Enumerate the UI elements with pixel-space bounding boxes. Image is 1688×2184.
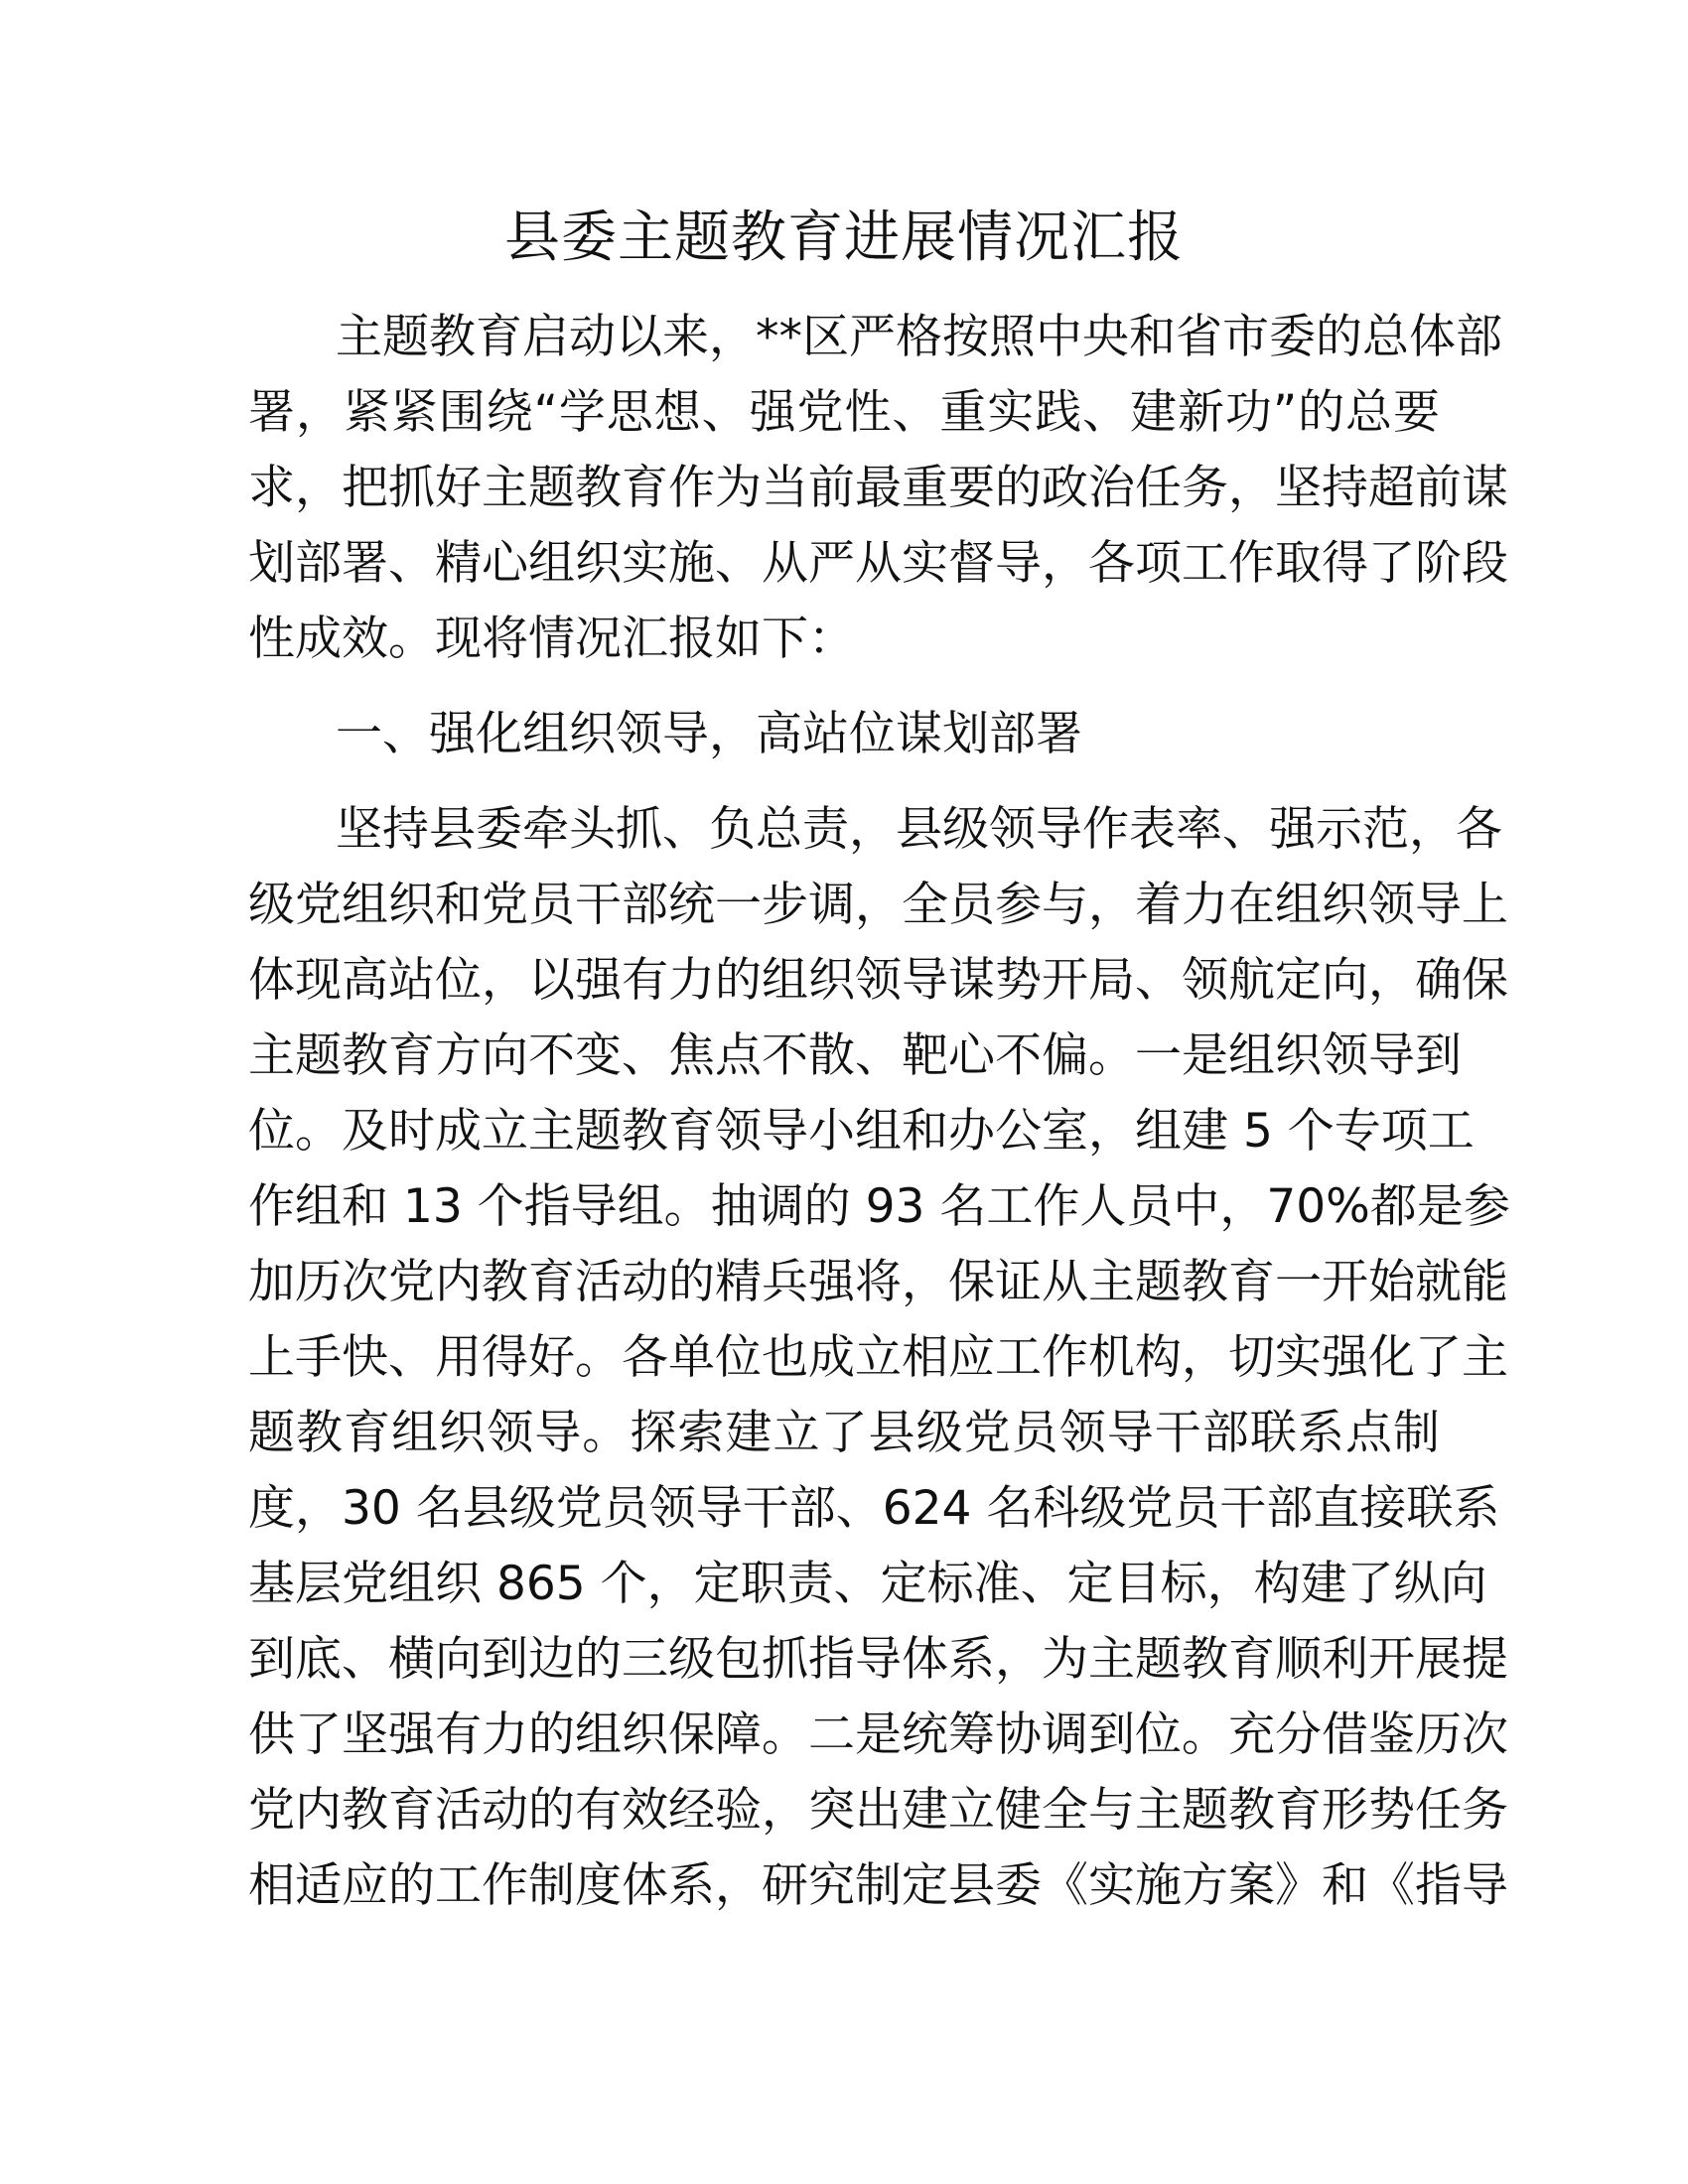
intro-line-3: 求，把抓好主题教育作为当前最重要的政治任务，坚持超前谋 bbox=[248, 461, 1508, 515]
intro-line-1: 主题教育启动以来，**区严格按照中央和省市委的总体部 bbox=[336, 310, 1502, 364]
document-title: 县委主题教育进展情况汇报 bbox=[504, 205, 1184, 270]
body-line-11: 基层党组织 865 个，定职责、定标准、定目标，构建了纵向 bbox=[248, 1557, 1487, 1611]
body-line-6: 作组和 13 个指导组。抽调的 93 名工作人员中，70%都是参 bbox=[248, 1179, 1510, 1234]
intro-line-4: 划部署、精心组织实施、从严从实督导，各项工作取得了阶段 bbox=[248, 536, 1508, 591]
intro-line-2: 署，紧紧围绕“学思想、强党性、重实践、建新功”的总要 bbox=[248, 385, 1440, 440]
body-line-4: 主题教育方向不变、焦点不散、靶心不偏。一是组织领导到 bbox=[248, 1028, 1462, 1083]
section-heading: 一、强化组织领导，高站位谋划部署 bbox=[336, 707, 1082, 761]
body-line-12: 到底、横向到边的三级包抓指导体系，为主题教育顺利开展提 bbox=[248, 1632, 1508, 1687]
body-line-13: 供了坚强有力的组织保障。二是统筹协调到位。充分借鉴历次 bbox=[248, 1707, 1508, 1762]
body-line-10: 度，30 名县级党员领导干部、624 名科级党员干部直接联系 bbox=[248, 1481, 1500, 1536]
body-line-8: 上手快、用得好。各单位也成立相应工作机构，切实强化了主 bbox=[248, 1330, 1508, 1385]
body-line-5: 位。及时成立主题教育领导小组和办公室，组建 5 个专项工 bbox=[248, 1104, 1475, 1159]
body-line-9: 题教育组织领导。探索建立了县级党员领导干部联系点制 bbox=[248, 1406, 1440, 1460]
body-line-14: 党内教育活动的有效经验，突出建立健全与主题教育形势任务 bbox=[248, 1783, 1508, 1838]
body-line-3: 体现高站位，以强有力的组织领导谋势开局、领航定向，确保 bbox=[248, 953, 1508, 1008]
intro-line-5: 性成效。现将情况汇报如下： bbox=[248, 612, 855, 666]
body-line-1: 坚持县委牵头抓、负总责，县级领导作表率、强示范，各 bbox=[336, 802, 1502, 857]
body-line-2: 级党组织和党员干部统一步调，全员参与，着力在组织领导上 bbox=[248, 878, 1508, 932]
body-line-7: 加历次党内教育活动的精兵强将，保证从主题教育一开始就能 bbox=[248, 1255, 1508, 1309]
body-line-15: 相适应的工作制度体系，研究制定县委《实施方案》和《指导 bbox=[248, 1858, 1508, 1913]
